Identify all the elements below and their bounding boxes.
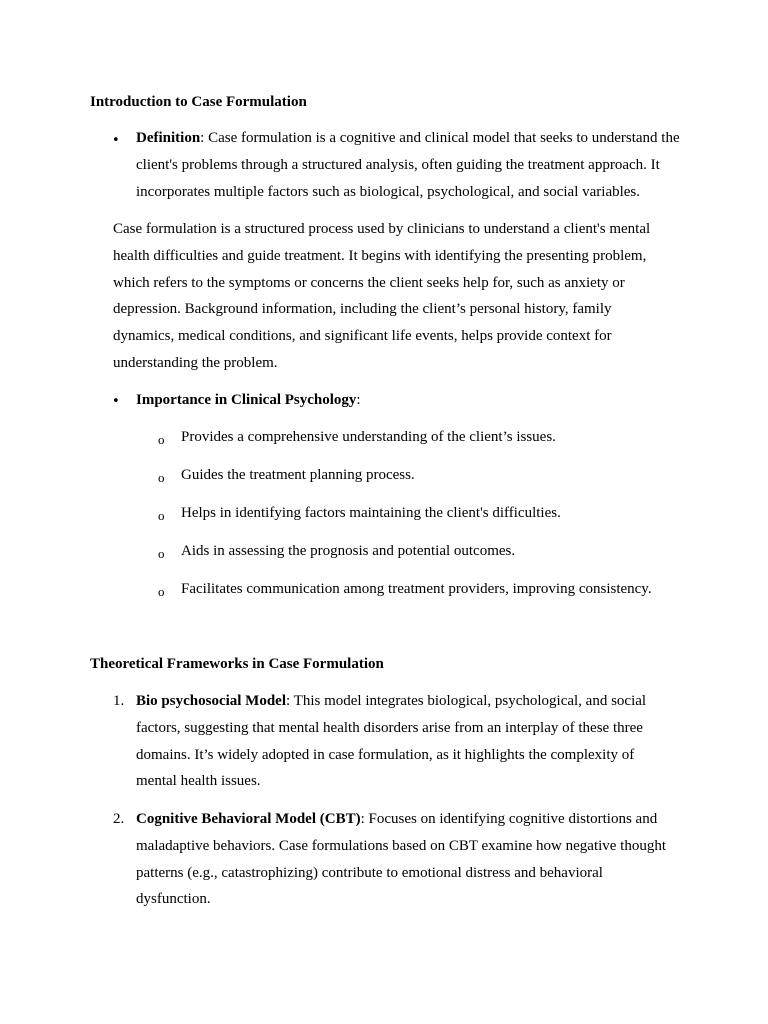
list-item: Guides the treatment planning process. bbox=[181, 467, 415, 483]
section-heading-intro: Introduction to Case Formulation bbox=[90, 94, 307, 110]
definition-text: : Case formulation is a cognitive and clinical model that seeks to understand the client's problems through a structured analysis, often guiding the treatment approach. It incorporates multiple factors such as biological, psychological, and social variables. bbox=[136, 130, 680, 200]
definition-item bbox=[136, 125, 681, 205]
list-number: 2. bbox=[113, 811, 125, 827]
list-item: Facilitates communication among treatment providers, improving consistency. bbox=[181, 581, 652, 597]
framework-item bbox=[136, 688, 661, 795]
list-item: Provides a comprehensive understanding of the client’s issues. bbox=[181, 429, 556, 445]
importance-term: Importance in Clinical Psychology bbox=[136, 392, 357, 408]
list-item: Helps in identifying factors maintaining the client's difficulties. bbox=[181, 505, 561, 521]
bullet-marker: • bbox=[112, 133, 120, 148]
sub-bullet-marker: o bbox=[158, 470, 165, 485]
framework-term: Cognitive Behavioral Model (CBT) bbox=[136, 811, 361, 827]
sub-bullet-marker: o bbox=[158, 432, 165, 447]
framework-item bbox=[136, 806, 676, 913]
intro-paragraph: Case formulation is a structured process used by clinicians to understand a client's mental health difficulties and guide treatment. It begins with identifying the presenting problem, which refers to the symptoms or concerns the client seeks help for, such as anxiety or depression. Background information, including the client’s personal history, family dynamics, medical conditions, and significant life events, helps provide context for understanding the problem. bbox=[113, 221, 651, 371]
sub-bullet-marker: o bbox=[158, 584, 165, 599]
sub-bullet-marker: o bbox=[158, 546, 165, 561]
importance-suffix: : bbox=[356, 392, 361, 408]
definition-term: Definition bbox=[136, 130, 201, 146]
list-number: 1. bbox=[113, 693, 125, 709]
framework-text: : Focuses on identifying cognitive distortions and maladaptive behaviors. Case formulations based on CBT examine how negative thought patterns (e.g., catastrophizing) contribute to emotional distress and behavioral dysfunction. bbox=[136, 811, 667, 908]
framework-term: Bio psychosocial Model bbox=[136, 693, 287, 709]
section-heading-frameworks: Theoretical Frameworks in Case Formulation bbox=[90, 656, 384, 672]
sub-bullet-marker: o bbox=[158, 508, 165, 523]
list-item: Aids in assessing the prognosis and potential outcomes. bbox=[181, 543, 516, 559]
importance-item bbox=[136, 387, 676, 414]
framework-text: : This model integrates biological, psychological, and social factors, suggesting that mental health disorders arise from an interplay of these three domains. It’s widely adopted in case formulation, as it highlights the complexity of mental health issues. bbox=[136, 693, 647, 790]
bullet-marker: • bbox=[112, 394, 120, 409]
